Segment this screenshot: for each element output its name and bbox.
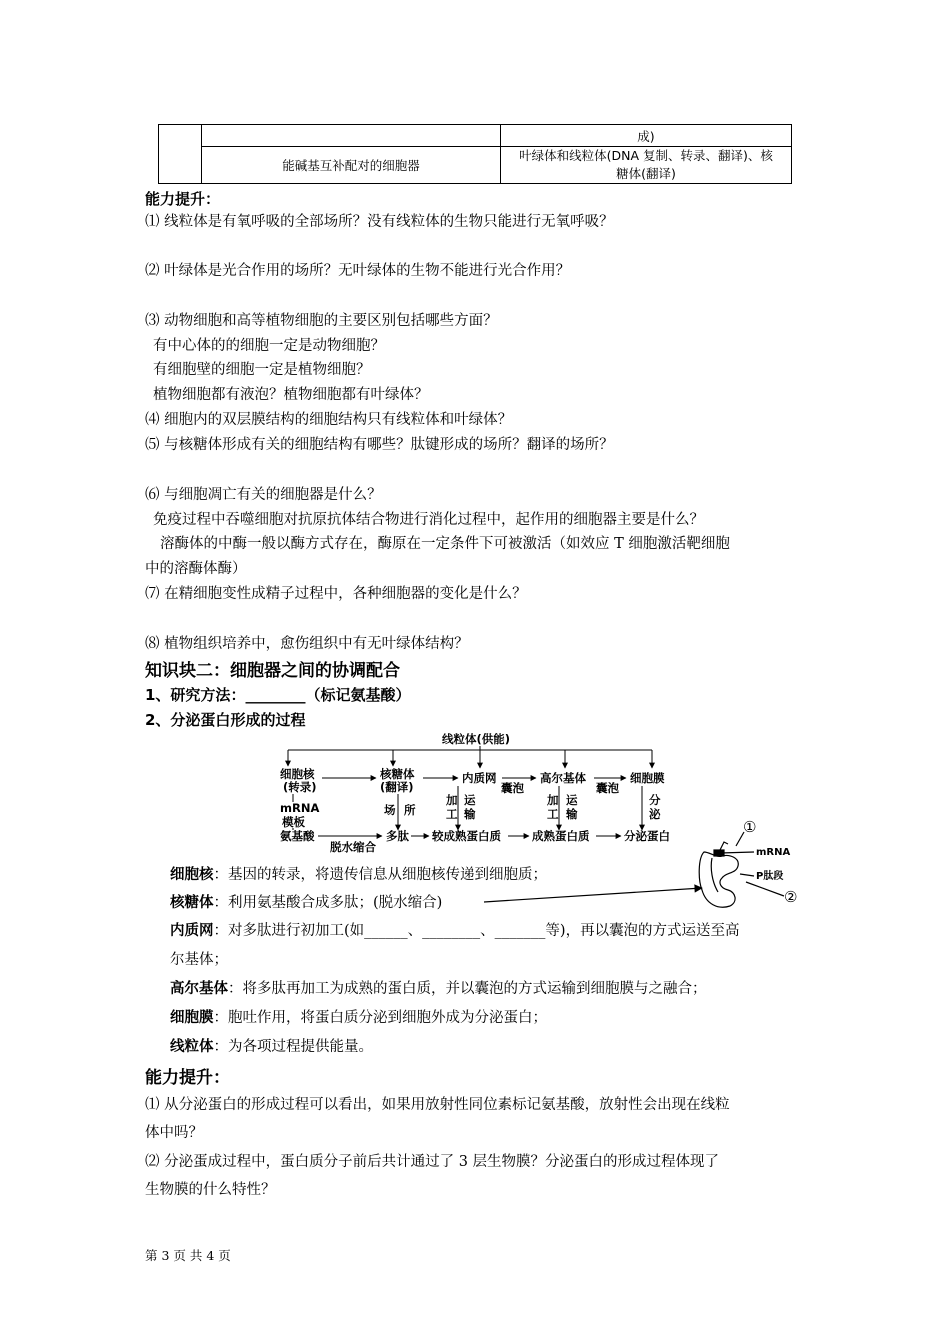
table-cell-line: 叶绿体和线粒体(DNA 复制、转录、翻译)、核 <box>519 148 773 163</box>
role-desc: ：为各项过程提供能量。 <box>213 1039 373 1055</box>
table-cell-line: 糖体(翻译) <box>616 166 676 181</box>
question: ⑵ 叶绿体是光合作用的场所？无叶绿体的生物不能进行光合作用？ <box>145 263 571 279</box>
table-cell <box>501 147 792 184</box>
question-sub: 有中心体的的细胞一定是动物细胞？ <box>153 338 385 354</box>
section-title: 知识块二：细胞器之间的协调配合 <box>145 661 400 681</box>
diagram-site: 所 <box>404 803 416 817</box>
diagram-vesicle: 囊泡 <box>501 781 524 795</box>
diagram-nucleus-sub: (转录) <box>283 780 317 794</box>
role-desc: ：胞吐作用，将蛋白质分泌到细胞外成为分泌蛋白； <box>213 1010 547 1026</box>
role-line <box>170 863 547 887</box>
role-line <box>170 948 228 972</box>
role-term: 高尔基体 <box>170 981 228 997</box>
diagram-mrna: mRNA <box>280 801 320 815</box>
table-cell-empty <box>202 125 501 147</box>
question-sub: 植物细胞都有液泡？植物细胞都有叶绿体？ <box>153 387 429 403</box>
diagram-label: 输 <box>464 807 476 821</box>
role-line <box>170 891 442 915</box>
circle-label-2: ② <box>784 888 798 906</box>
role-line <box>170 1006 547 1030</box>
peptide-label: P肽段 <box>756 871 784 882</box>
question: ⑻ 植物组织培养中，愈伤组织中有无叶绿体结构？ <box>145 636 469 652</box>
question-sub: 中的溶酶体酶） <box>145 561 247 577</box>
diagram-label: 加 <box>547 793 559 807</box>
diagram-ribosome-sub: (翻译) <box>380 780 414 794</box>
role-desc: 尔基体； <box>170 952 228 968</box>
diagram-cell-membrane: 细胞膜 <box>630 771 665 785</box>
item-heading: 1、研究方法：________（标记氨基酸） <box>145 686 411 704</box>
role-term: 细胞膜 <box>170 1010 214 1026</box>
question: ⑴ 从分泌蛋白的形成过程可以看出，如果用放射性同位素标记氨基酸，放射性会出现在线粒 <box>145 1097 730 1113</box>
section-heading: 能力提升： <box>145 190 221 208</box>
question: ⑹ 与细胞凋亡有关的细胞器是什么？ <box>145 487 382 503</box>
role-term: 细胞核 <box>170 867 214 883</box>
diagram-er: 内质网 <box>462 771 497 785</box>
table-cell: 成) <box>501 125 792 147</box>
diagram-secretory-protein: 分泌蛋白 <box>624 829 670 843</box>
diagram-amino-acid: 氨基酸 <box>280 829 315 843</box>
diagram-site: 场 <box>384 803 396 817</box>
role-line <box>170 919 740 943</box>
ribosome-icon <box>699 832 784 907</box>
section-heading: 能力提升： <box>145 1068 230 1088</box>
circle-label-1: ① <box>743 818 757 836</box>
question-sub: 溶酶体的中酶一般以酶方式存在，酶原在一定条件下可被激活（如效应 T 细胞激活靶细胞 <box>160 536 730 552</box>
question: 体中吗？ <box>145 1125 203 1141</box>
question: 生物膜的什么特性？ <box>145 1182 276 1198</box>
diagram-label: 输 <box>566 807 578 821</box>
diagram-less-mature-protein: 较成熟蛋白质 <box>432 829 501 843</box>
question-sub: 免疫过程中吞噬细胞对抗原抗体结合物进行消化过程中，起作用的细胞器主要是什么？ <box>153 512 704 528</box>
question: ⑺ 在精细胞变性成精子过程中，各种细胞器的变化是什么？ <box>145 586 527 602</box>
diagram-label: 泌 <box>649 807 661 821</box>
question: ⑵ 分泌蛋成过程中，蛋白质分子前后共计通过了 3 层生物膜？分泌蛋白的形成过程体现了 <box>145 1154 720 1170</box>
question: ⑷ 细胞内的双层膜结构的细胞结构只有线粒体和叶绿体？ <box>145 412 513 428</box>
question: ⑶ 动物细胞和高等植物细胞的主要区别包括哪些方面？ <box>145 313 498 329</box>
diagram-template: 模板 <box>282 815 305 829</box>
page-footer: 第 3 页 共 4 页 <box>145 1248 231 1263</box>
question: ⑴ 线粒体是有氧呼吸的全部场所？没有线粒体的生物只能进行无氧呼吸？ <box>145 214 614 230</box>
item-heading: 2、分泌蛋白形成的过程 <box>145 711 306 729</box>
role-line <box>170 1035 373 1059</box>
diagram-golgi: 高尔基体 <box>540 771 586 785</box>
mrna-label: mRNA <box>756 847 791 858</box>
secretory-protein-diagram <box>260 730 690 855</box>
diagram-label: 运 <box>566 793 578 807</box>
diagram-nucleus: 细胞核 <box>280 767 315 781</box>
diagram-peptide: 多肽 <box>386 829 409 843</box>
role-desc: ：基因的转录，将遗传信息从细胞核传递到细胞质； <box>213 867 547 883</box>
role-term: 线粒体 <box>170 1039 214 1055</box>
diagram-mature-protein: 成熟蛋白质 <box>532 829 590 843</box>
diagram-label: 工 <box>446 807 458 821</box>
diagram-label: 加 <box>446 793 458 807</box>
organelle-table <box>158 124 792 184</box>
diagram-mitochondria: 线粒体(供能) <box>442 732 511 746</box>
role-desc: ：对多肽进行初加工(如______、________、_______等)，再以囊泡的方式运送至高 <box>213 923 740 939</box>
role-desc: ：将多肽再加工为成熟的蛋白质，并以囊泡的方式运输到细胞膜与之融合； <box>228 981 707 997</box>
diagram-label: 工 <box>547 807 559 821</box>
role-term: 核糖体 <box>170 895 214 911</box>
diagram-vesicle: 囊泡 <box>596 781 619 795</box>
table-cell: 能碱基互补配对的细胞器 <box>202 147 501 184</box>
role-desc: ：利用氨基酸合成多肽；(脱水缩合) <box>213 895 443 911</box>
question-sub: 有细胞壁的细胞一定是植物细胞？ <box>153 362 371 378</box>
role-term: 内质网 <box>170 923 214 939</box>
diagram-dehydration: 脱水缩合 <box>330 840 376 854</box>
diagram-label: 分 <box>649 793 661 807</box>
diagram-label: 运 <box>464 793 476 807</box>
question: ⑸ 与核糖体形成有关的细胞结构有哪些？肽键形成的场所？翻译的场所？ <box>145 437 614 453</box>
role-line <box>170 977 707 1001</box>
diagram-ribosome: 核糖体 <box>380 767 415 781</box>
table-cell-empty <box>159 125 202 184</box>
